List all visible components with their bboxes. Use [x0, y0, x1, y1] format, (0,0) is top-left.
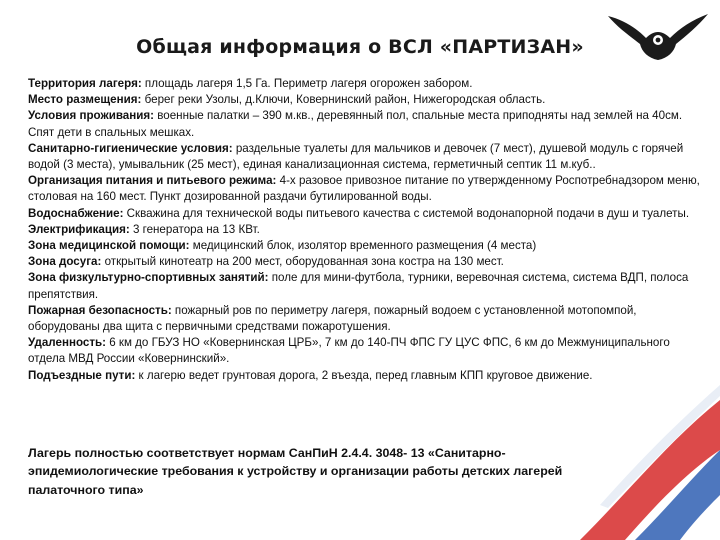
info-text: открытый кинотеатр на 200 мест, оборудованная зона костра на 130 мест. — [101, 255, 504, 269]
info-item — [28, 141, 704, 173]
info-label: Территория лагеря: — [28, 77, 142, 90]
info-item — [28, 368, 704, 384]
info-label: Место размещения: — [28, 93, 142, 107]
info-text: военные палатки – 390 м.кв., деревянный пол, спальные места приподняты над землей на 40см. Спят дети в спальных мешках. — [28, 109, 683, 139]
info-label: Зона досуга: — [28, 255, 102, 269]
info-label: Санитарно-гигиенические условия: — [28, 141, 233, 155]
info-item — [28, 270, 704, 302]
info-label: Водоснабжение: — [28, 206, 124, 220]
info-item — [28, 173, 704, 205]
info-label: Зона медицинской помощи: — [28, 239, 190, 253]
info-text: пожарный ров по периметру лагеря, пожарный водоем с установленной мотопомпой, оборудованы два щита с первичными средствами пожаротушения. — [28, 303, 637, 334]
info-item — [28, 76, 704, 92]
info-label: Пожарная безопасность: — [28, 303, 172, 317]
info-text: берег реки Узолы, д.Ключи, Ковернинский район, Нижегородская область. — [141, 93, 546, 107]
page-title: Общая информация о ВСЛ «ПАРТИЗАН» — [136, 36, 584, 58]
info-label: Зона физкультурно-спортивных занятий: — [28, 271, 269, 285]
info-label: Электрификация: — [28, 222, 130, 236]
info-text: площадь лагеря 1,5 Га. Периметр лагеря огорожен забором. — [141, 77, 473, 90]
info-text: Скважина для технической воды питьевого качества с системой водонапорной подачи в душ и туалеты. — [123, 206, 690, 220]
info-text: поле для мини-футбола, турники, веревочная система, система ВДП, полоса препятствия. — [28, 271, 689, 301]
info-item — [28, 335, 704, 367]
info-text: 6 км до ГБУЗ НО «Ковернинская ЦРБ», 7 км до 140-ПЧ ФПС ГУ ЦУС ФПС, 6 км до Межмуниципального отдела МВД России «Ковернинский». — [28, 336, 670, 366]
info-item — [28, 222, 704, 238]
info-text: раздельные туалеты для мальчиков и девочек (7 мест), душевой модуль с горячей водой (3 места), умывальник (25 мест), единая канализационная система, герметичный септик 11 м.куб.. — [28, 141, 684, 172]
info-item — [28, 108, 704, 140]
conclusion-statement: Лагерь полностью соответствует нормам СанПиН 2.4.4. 3048- 13 «Санитарно-эпидемиологические требования к устройству и организации работы детских лагерей палаточного типа» — [28, 446, 563, 497]
info-item — [28, 206, 704, 222]
info-label: Удаленность: — [28, 336, 106, 350]
info-item — [28, 254, 704, 270]
info-text: 4-х разовое привозное питание по утвержденному Роспотребнадзором меню, столовая на 160 мест. Пункт дозированной раздачи бутилированной воды. — [28, 174, 700, 204]
info-list — [28, 76, 704, 384]
info-text: медицинский блок, изолятор временного размещения (4 места) — [189, 239, 537, 253]
info-label: Условия проживания: — [28, 109, 155, 123]
info-label: Организация питания и питьевого режима: — [28, 174, 277, 188]
info-item — [28, 303, 704, 335]
info-item — [28, 92, 704, 108]
info-label: Подъездные пути: — [28, 368, 136, 382]
info-text: 3 генератора на 13 КВт. — [129, 222, 260, 236]
info-text: к лагерю ведет грунтовая дорога, 2 въезда, перед главным КПП круговое движение. — [135, 368, 593, 382]
info-item — [28, 238, 704, 254]
